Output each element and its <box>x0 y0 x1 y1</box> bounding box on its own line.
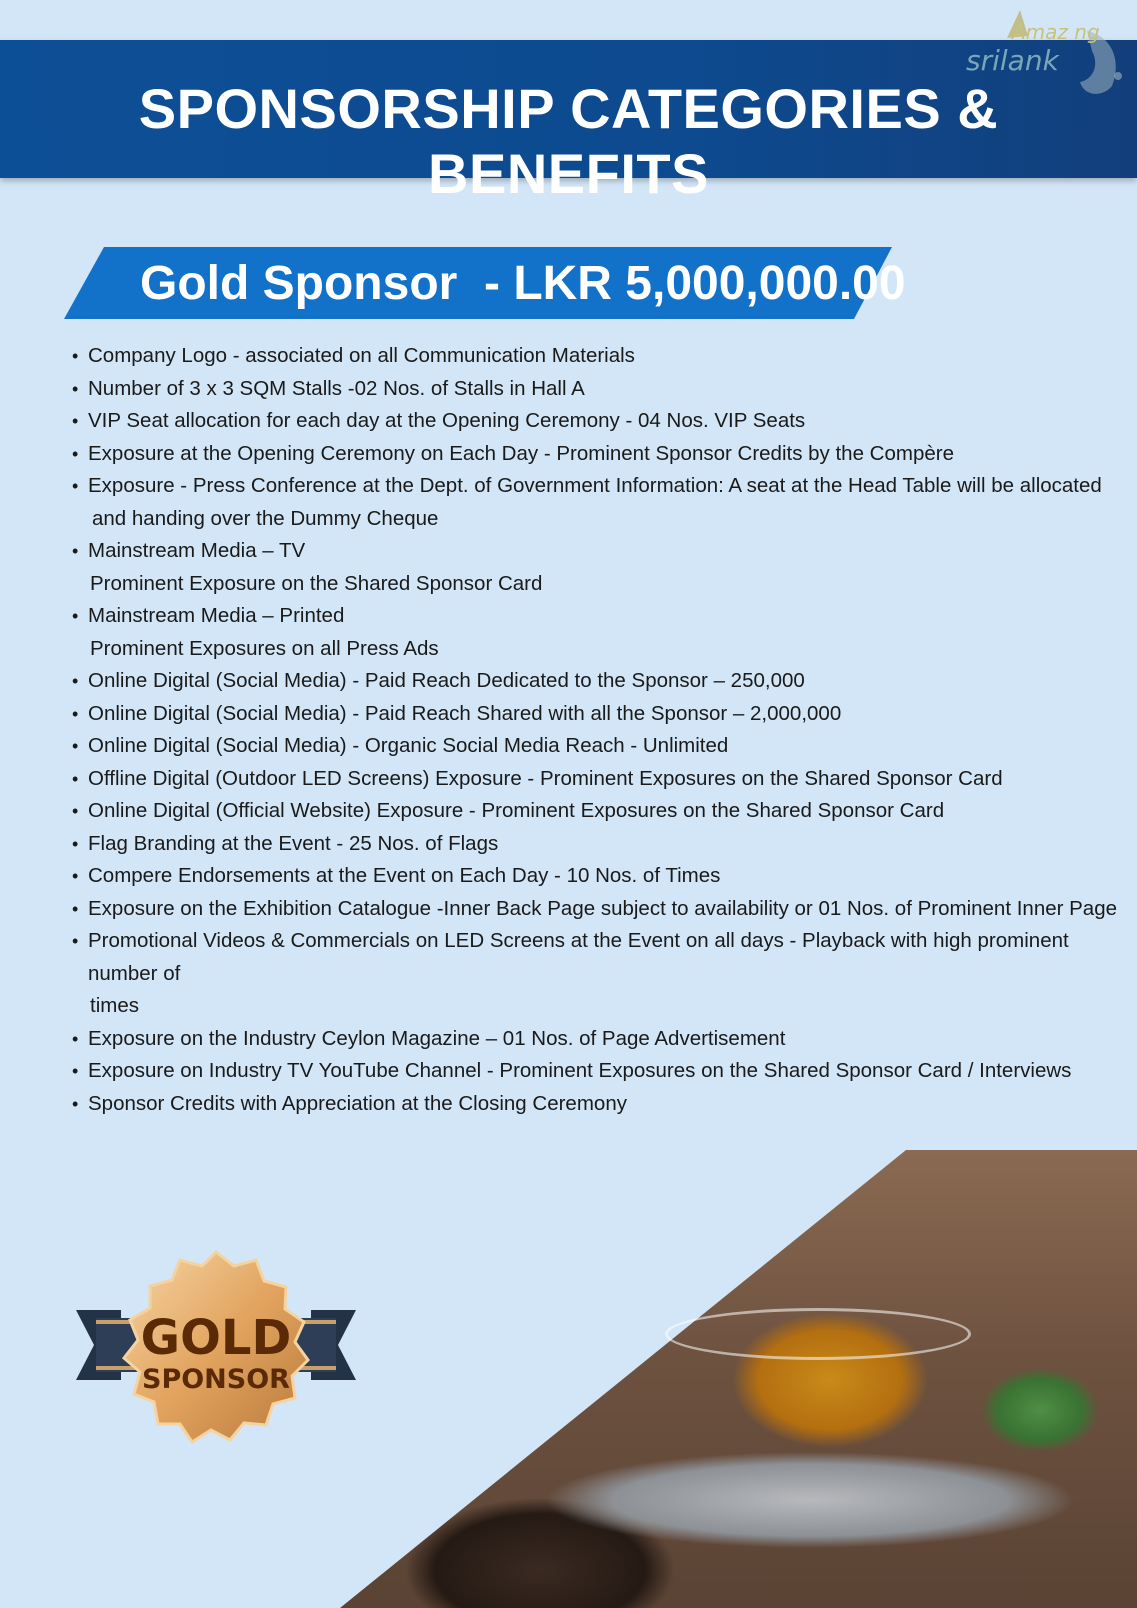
list-item <box>72 470 1122 535</box>
benefit-text: Mainstream Media – TV <box>88 539 306 562</box>
benefit-text: Online Digital (Social Media) - Paid Reach Dedicated to the Sponsor – 250,000 <box>88 669 805 692</box>
list-item <box>72 925 1122 1023</box>
benefit-continuation: and handing over the Dummy Cheque <box>92 506 439 530</box>
benefit-text: Flag Branding at the Event - 25 Nos. of Flags <box>88 831 499 855</box>
tier-title: Gold Sponsor - LKR 5,000,000.00 <box>140 257 906 310</box>
tea-cup-photo <box>340 1150 1137 1608</box>
list-item <box>72 600 1122 665</box>
list-item <box>72 860 1122 893</box>
benefit-text: Exposure at the Opening Ceremony on Each Day - Prominent Sponsor Credits by the Compère <box>88 441 954 465</box>
list-item <box>72 828 1122 861</box>
page-title: SPONSORSHIP CATEGORIES & BENEFITS <box>138 77 999 205</box>
list-item <box>72 763 1122 796</box>
benefit-text: Online Digital (Social Media) - Organic Social Media Reach - Unlimited <box>88 734 729 757</box>
benefit-text: Online Digital (Social Media) - Paid Reach Shared with all the Sponsor – 2,000,000 <box>88 701 842 725</box>
benefit-continuation: Prominent Exposures on all Press Ads <box>90 636 439 660</box>
benefit-text: Exposure on the Industry Ceylon Magazine – 01 Nos. of Page Advertisement <box>88 1026 786 1050</box>
benefit-text: Online Digital (Official Website) Exposure - Prominent Exposures on the Shared Sponsor Card <box>88 799 945 822</box>
benefit-text: Compere Endorsements at the Event on Each Day - 10 Nos. of Times <box>88 864 721 887</box>
list-item <box>72 795 1122 828</box>
list-item <box>72 1088 1122 1121</box>
list-item <box>72 438 1122 471</box>
list-item <box>72 535 1122 600</box>
benefit-text: Offline Digital (Outdoor LED Screens) Exposure - Prominent Exposures on the Shared Sponsor Card <box>88 766 1003 790</box>
benefits-list <box>72 340 1122 1120</box>
benefit-text: Company Logo - associated on all Communication Materials <box>88 344 635 367</box>
benefit-text: VIP Seat allocation for each day at the Opening Ceremony - 04 Nos. VIP Seats <box>88 409 806 432</box>
list-item <box>72 698 1122 731</box>
benefit-text: Exposure on the Exhibition Catalogue -Inner Back Page subject to availability or 01 Nos. of Prominent Inner Page <box>88 896 1118 920</box>
badge-gold-text: GOLD <box>140 1310 292 1366</box>
benefit-text: Exposure on Industry TV YouTube Channel - Prominent Exposures on the Shared Sponsor Card / Interviews <box>88 1059 1072 1082</box>
list-item <box>72 373 1122 406</box>
benefit-text: Sponsor Credits with Appreciation at the Closing Ceremony <box>88 1091 627 1115</box>
benefit-text: Exposure - Press Conference at the Dept. of Government Information: A seat at the Head Table will be allocated <box>88 474 1102 497</box>
logo-text-bottom: srilank <box>966 44 1059 77</box>
list-item <box>72 730 1122 763</box>
list-item <box>72 1023 1122 1056</box>
amazing-sri-lanka-logo <box>962 6 1132 101</box>
list-item <box>72 405 1122 438</box>
benefit-text: Number of 3 x 3 SQM Stalls -02 Nos. of Stalls in Hall A <box>88 376 585 400</box>
list-item <box>72 665 1122 698</box>
badge-sponsor-text: SPONSOR <box>142 1364 290 1395</box>
benefit-text: Promotional Videos & Commercials on LED Screens at the Event on all days - Playback with high prominent number of <box>88 929 1069 985</box>
benefit-text: Mainstream Media – Printed <box>88 604 345 627</box>
benefit-continuation: Prominent Exposure on the Shared Sponsor Card <box>90 571 543 595</box>
list-item <box>72 1055 1122 1088</box>
logo-text-top: Amaz ng <box>1012 20 1100 44</box>
list-item <box>72 893 1122 926</box>
list-item <box>72 340 1122 373</box>
benefit-continuation: times <box>90 994 139 1017</box>
tea-cup-rim <box>665 1308 971 1360</box>
